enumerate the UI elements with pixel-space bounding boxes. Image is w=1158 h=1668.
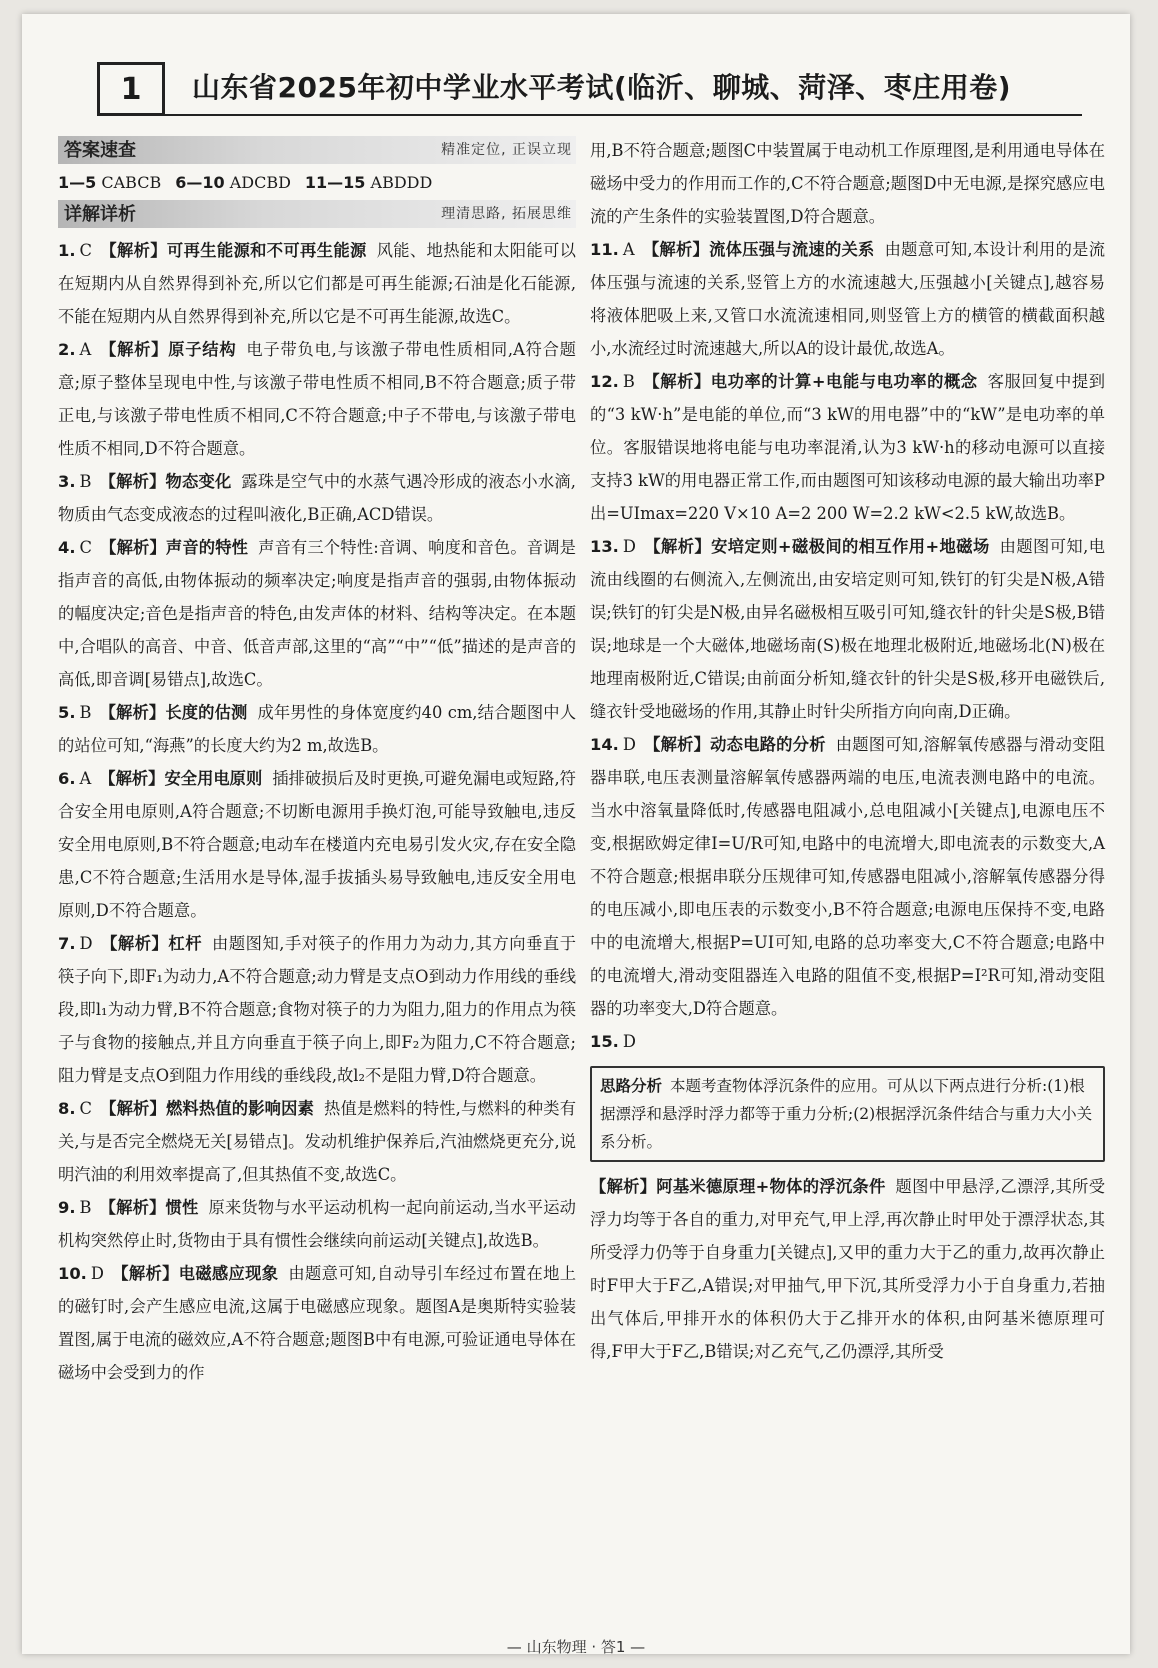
question-answer: D <box>622 735 636 754</box>
analysis-tag: 【解析】 <box>99 1198 166 1217</box>
question-number: 5. <box>58 703 76 722</box>
explanation-item <box>58 1191 576 1257</box>
question-number: 9. <box>58 1198 76 1217</box>
analysis-tag: 【解析】 <box>99 1099 166 1118</box>
knowledge-topic: 原子结构 <box>168 340 237 359</box>
explanation-item <box>58 927 576 1092</box>
question-number: 11. <box>590 240 619 259</box>
analysis-tag: 【解析】 <box>99 703 166 722</box>
right-column <box>590 134 1105 1368</box>
thinking-box <box>590 1066 1105 1162</box>
explanation-item <box>590 233 1105 365</box>
knowledge-topic: 安全用电原则 <box>164 769 263 788</box>
explanation-text: 客服回复中提到的“3 kW·h”是电能的单位,而“3 kW的用电器”中的“kW”是电功率的单位。客服错误地将电能与电功率混淆,认为3 kW·h的移动电源可以直接支持3 kW的用电器正常工作,而由题图可知该移动电源的最大输出功率P出=UImax=220 V×10 A=2 200 W=2.2 kW<2.5 kW,故选B。 <box>590 372 1105 523</box>
question-answer: D <box>90 1264 104 1283</box>
exam-header <box>97 62 1082 116</box>
explanation-item <box>58 696 576 762</box>
explanation-item <box>590 530 1105 728</box>
q15-analysis <box>590 1170 1105 1368</box>
analysis-tag: 【解析】 <box>111 1264 179 1283</box>
explanation-text: 由题图可知,溶解氧传感器与滑动变阻器串联,电压表测量溶解氧传感器两端的电压,电流表测电路中的电流。当水中溶氧量降低时,传感器电阻减小,总电阻减小[关键点],电源电压不变,根据欧姆定律I=U/R可知,电路中的电流增大,即电流表的示数变大,A不符合题意;根据串联分压规律可知,传感器电阻减小,溶解氧传感器分得的电压减小,即电压表的示数变小,B不符合题意;电源电压保持不变,电路中的电流增大,根据P=UI可知,电路的总功率变大,C不符合题意;电路中的电流增大,滑动变阻器连入电路的阻值不变,根据P=I²R可知,滑动变阻器的功率变大,D符合题意。 <box>590 735 1105 1018</box>
explanation-text: 由题图知,手对筷子的作用力为动力,其方向垂直于筷子向下,即F₁为动力,A不符合题意;动力臂是支点O到动力作用线的垂线段,即l₁为动力臂,B不符合题意;食物对筷子的力为阻力,阻力的作用点为筷子与食物的接触点,并且方向垂直于筷子向上,即F₂为阻力,C不符合题意;阻力臂是支点O到阻力作用线的垂线段,故l₂不是阻力臂,D符合题意。 <box>58 934 576 1085</box>
knowledge-topic: 物态变化 <box>165 472 232 491</box>
analysis-tag: 【解析】 <box>99 769 165 788</box>
explanation-text: 由题意可知,自动导引车经过布置在地上的磁钉时,会产生感应电流,这属于电磁感应现象。题图A是奥斯特实验装置图,属于电流的磁效应,A不符合题意;题图B中有电源,可验证通电导体在磁场中会受到力的作 <box>58 1264 576 1382</box>
analysis-tag: 【解析】 <box>99 241 167 260</box>
knowledge-topic: 声音的特性 <box>165 538 249 557</box>
question-answer: A <box>79 769 92 788</box>
explanation-text: 热值是燃料的特性,与燃料的种类有关,与是否完全燃烧无关[易错点]。发动机维护保养后,汽油燃烧更充分,说明汽油的利用效率提高了,但其热值不变,故选C。 <box>58 1099 576 1184</box>
thinking-box-title: 思路分析 <box>600 1077 663 1095</box>
question-answer: B <box>622 372 635 391</box>
knowledge-topic: 安培定则+磁极间的相互作用+地磁场 <box>711 537 990 556</box>
question-number: 4. <box>58 538 76 557</box>
question-number: 15. <box>590 1032 619 1051</box>
analysis-tag: 【解析】 <box>99 538 166 557</box>
knowledge-topic: 流体压强与流速的关系 <box>709 240 875 259</box>
question-answer: B <box>79 703 92 722</box>
left-column <box>58 134 576 1389</box>
question-answer: C <box>79 241 92 260</box>
explanation-item <box>590 728 1105 1025</box>
quick-answers-title: 答案速查 <box>64 139 136 161</box>
question-number: 6. <box>58 769 76 788</box>
detail-title: 详解详析 <box>64 203 136 225</box>
question-number: 3. <box>58 472 76 491</box>
question-answer: D <box>79 934 93 953</box>
analysis-tag: 【解析】 <box>643 537 712 556</box>
explanation-text: 插排破损后及时更换,可避免漏电或短路,符合安全用电原则,A符合题意;不切断电源用手换灯泡,可能导致触电,违反安全用电原则,B不符合题意;电动车在楼道内充电易引发火灾,存在安全隐患,C不符合题意;生活用水是导体,湿手拔插头易导致触电,违反安全用电原则,D不符合题意。 <box>58 769 576 920</box>
right-explanations <box>590 134 1105 1058</box>
question-number: 13. <box>590 537 619 556</box>
explanation-text: 露珠是空气中的水蒸气遇冷形成的液态小水滴,物质由气态变成液态的过程叫液化,B正确,ACD错误。 <box>58 472 576 524</box>
knowledge-topic: 惯性 <box>165 1198 199 1217</box>
analysis-tag: 【解析】 <box>642 240 710 259</box>
question-number: 2. <box>58 340 76 359</box>
detail-bar <box>58 200 576 228</box>
detail-subtitle: 理清思路, 拓展思维 <box>441 205 572 222</box>
quick-answers-subtitle: 精准定位, 正误立现 <box>441 141 572 158</box>
quick-answer-values: ABDDD <box>365 173 433 192</box>
knowledge-topic: 电磁感应现象 <box>178 1264 279 1283</box>
quick-answer-range: 11—15 <box>304 173 366 192</box>
explanation-item <box>58 465 576 531</box>
explanation-text: 由题意可知,本设计利用的是流体压强与流速的关系,竖管上方的水流速越大,压强越小[关键点],越容易将液体肥吸上来,又管口水流流速相同,则竖管上方的横管的横截面积越小,水流经过时流速越大,所以A的设计最优,故选A。 <box>590 240 1105 358</box>
answer-page <box>22 14 1130 1654</box>
question-answer: D <box>622 537 636 556</box>
explanation-item <box>58 333 576 465</box>
analysis-tag: 【解析】 <box>643 735 711 754</box>
explanation-item <box>58 1257 576 1389</box>
explanation-item <box>58 1092 576 1191</box>
explanation-item <box>590 1025 1105 1058</box>
quick-answer-group <box>175 173 291 192</box>
analysis-tag: 【解析】 <box>99 340 169 359</box>
question-number: 8. <box>58 1099 76 1118</box>
quick-answer-range: 6—10 <box>175 173 225 192</box>
explanation-item <box>58 762 576 927</box>
q15-topic: 阿基米德原理+物体的浮沉条件 <box>656 1177 886 1196</box>
knowledge-topic: 长度的估测 <box>165 703 248 722</box>
knowledge-topic: 动态电路的分析 <box>710 735 826 754</box>
exam-number-box: 1 <box>97 62 165 116</box>
analysis-tag: 【解析】 <box>99 472 166 491</box>
q15-text: 题图中甲悬浮,乙漂浮,其所受浮力均等于各自的重力,对甲充气,甲上浮,再次静止时甲处于漂浮状态,其所受浮力仍等于自身重力[关键点],又甲的重力大于乙的重力,故再次静止时F甲大于F乙,A错误;对甲抽气,甲下沉,其所受浮力小于自身重力,若抽出气体后,甲排开水的体积仍大于乙排开水的体积,由阿基米德原理可得,F甲大于F乙,B错误;对乙充气,乙仍漂浮,其所受 <box>590 1177 1105 1361</box>
knowledge-topic: 杠杆 <box>168 934 203 953</box>
explanation-text: 声音有三个特性:音调、响度和音色。音调是指声音的高低,由物体振动的频率决定;响度是指声音的强弱,由物体振动的幅度决定;音色是指声音的特色,由发声体的材料、结构等决定。在本题中,合唱队的高音、中音、低音声部,这里的“高”“中”“低”描述的是声音的高低,即音调[易错点],故选C。 <box>58 538 576 689</box>
quick-answer-values: CABCB <box>96 173 162 192</box>
question-answer: B <box>79 1198 92 1217</box>
explanation-text: 成年男性的身体宽度约40 cm,结合题图中人的站位可知,“海燕”的长度大约为2 m,故选B。 <box>58 703 576 755</box>
explanation-text: 由题图可知,电流由线圈的右侧流入,左侧流出,由安培定则可知,铁钉的钉尖是N极,A错误;铁钉的钉尖是N极,由异名磁极相互吸引可知,缝衣针的针尖是S极,B错误;地球是一个大磁体,地磁场南(S)极在地理北极附近,地磁场北(N)极在地理南极附近,C错误;由前面分析知,缝衣针的针尖是S极,移开电磁铁后,缝衣针受地磁场的作用,其静止时针尖所指方向向南,D正确。 <box>590 537 1105 721</box>
thinking-box-text: 本题考查物体浮沉条件的应用。可从以下两点进行分析:(1)根据漂浮和悬浮时浮力都等于重力分析;(2)根据浮沉条件结合与重力大小关系分析。 <box>600 1077 1093 1151</box>
explanation-text: 风能、地热能和太阳能可以在短期内从自然界得到补充,所以它们都是可再生能源;石油是化石能源,不能在短期内从自然界得到补充,所以它是不可再生能源,故选C。 <box>58 241 576 326</box>
question-answer: A <box>79 340 92 359</box>
analysis-tag: 【解析】 <box>642 372 711 391</box>
explanation-text: 电子带负电,与该激子带电性质相同,A符合题意;原子整体呈现电中性,与该激子带电性质不相同,B不符合题意;质子带正电,与该激子带电性质不相同,C不符合题意;中子不带电,与该激子带电性质不相同,D不符合题意。 <box>58 340 576 458</box>
question-answer: C <box>79 538 92 557</box>
question-number: 14. <box>590 735 619 754</box>
knowledge-topic: 可再生能源和不可再生能源 <box>166 241 367 260</box>
page-footer: — 山东物理 · 答1 — <box>506 1638 646 1656</box>
quick-answer-group <box>58 173 161 192</box>
explanation-item <box>58 531 576 696</box>
question-answer: D <box>622 1032 636 1051</box>
q15-tag: 【解析】 <box>590 1177 657 1196</box>
question-number: 7. <box>58 934 76 953</box>
quick-answers-bar <box>58 136 576 164</box>
explanation-item <box>590 365 1105 530</box>
explanation-item <box>590 134 1105 233</box>
knowledge-topic: 燃料热值的影响因素 <box>165 1099 315 1118</box>
question-number: 1. <box>58 241 76 260</box>
quick-answers-list <box>58 170 576 196</box>
question-answer: C <box>79 1099 92 1118</box>
analysis-tag: 【解析】 <box>100 934 169 953</box>
explanation-text: 原来货物与水平运动机构一起向前运动,当水平运动机构突然停止时,货物由于具有惯性会继续向前运动[关键点],故选B。 <box>58 1198 576 1250</box>
explanation-text: 用,B不符合题意;题图C中装置属于电动机工作原理图,是利用通电导体在磁场中受力的作用而工作的,C不符合题意;题图D中无电源,是探究感应电流的产生条件的实验装置图,D符合题意。 <box>590 141 1105 226</box>
question-answer: A <box>622 240 635 259</box>
question-number: 10. <box>58 1264 87 1283</box>
quick-answer-values: ADCBD <box>224 173 291 192</box>
quick-answer-group <box>305 173 432 192</box>
question-number: 12. <box>590 372 619 391</box>
exam-title: 山东省2025年初中学业水平考试(临沂、聊城、菏泽、枣庄用卷) <box>192 71 1012 104</box>
explanation-item <box>58 234 576 333</box>
quick-answer-range: 1—5 <box>58 173 97 192</box>
question-answer: B <box>79 472 92 491</box>
knowledge-topic: 电功率的计算+电能与电功率的概念 <box>710 372 978 391</box>
left-explanations <box>58 234 576 1389</box>
